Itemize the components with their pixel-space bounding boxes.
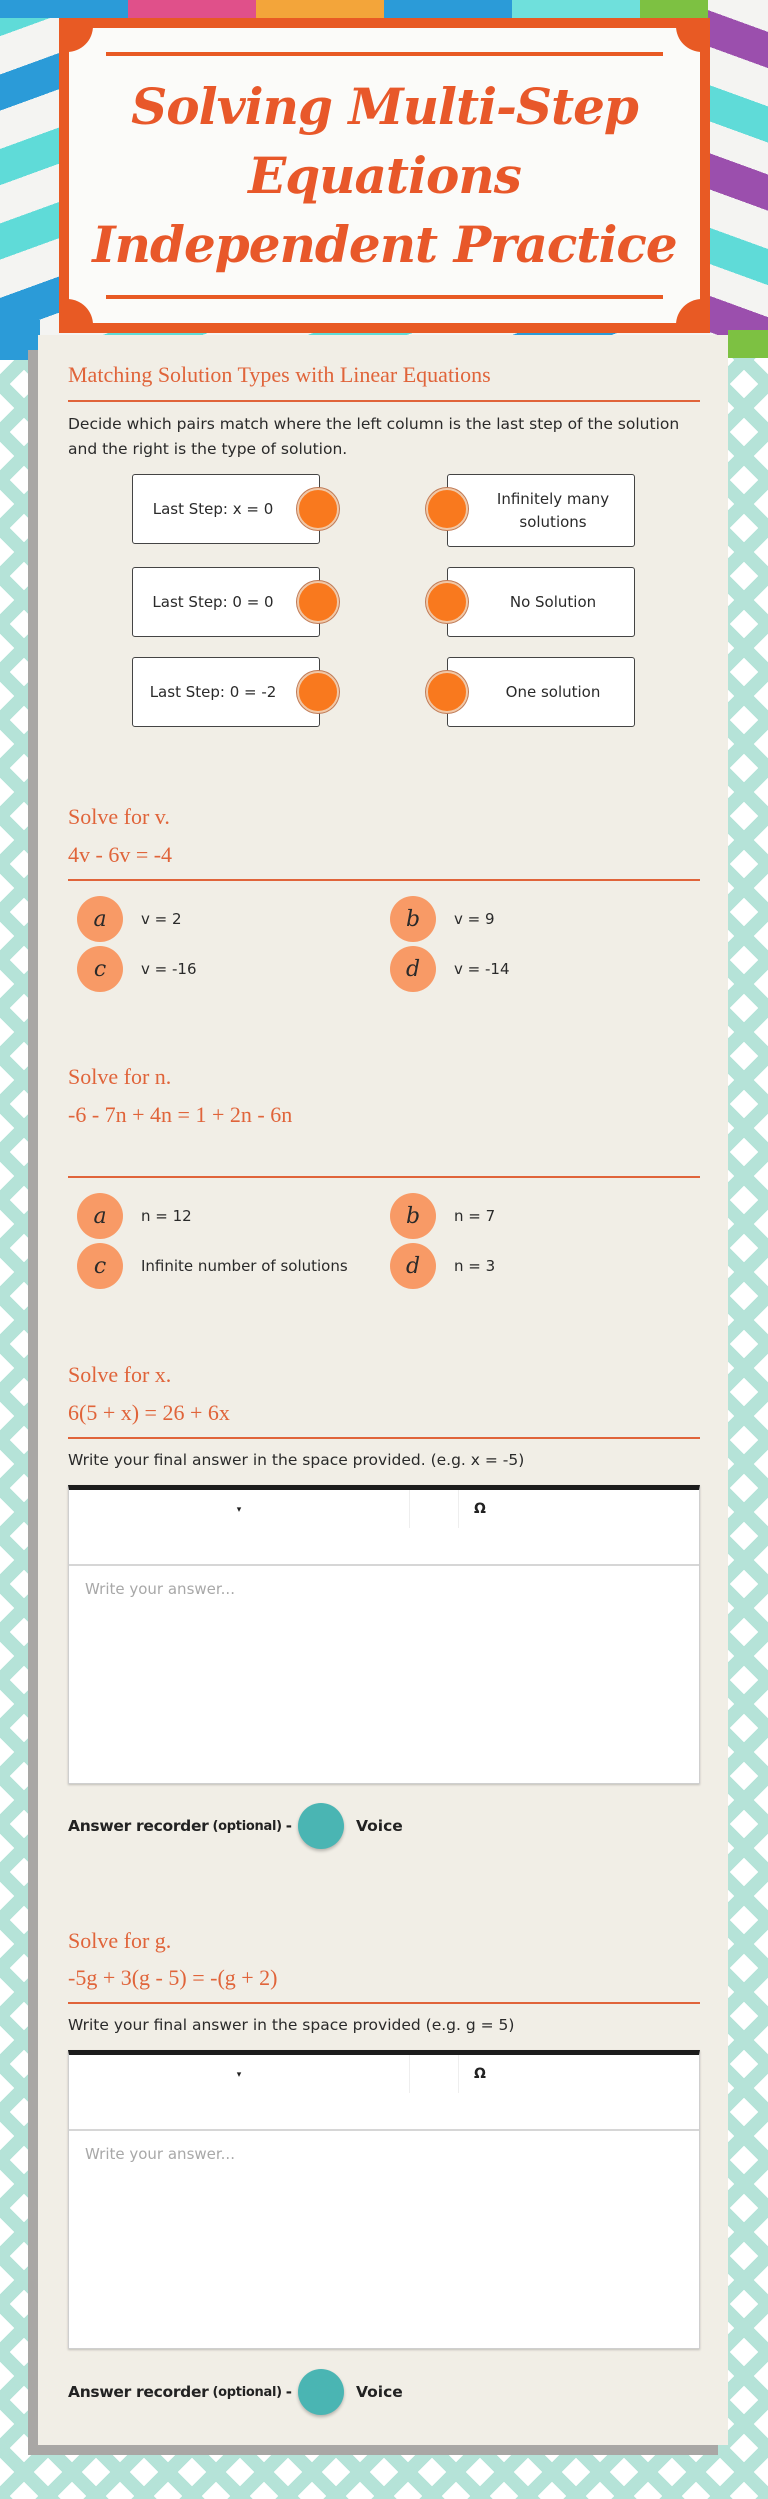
match-connector-dot[interactable]: [297, 488, 339, 530]
answer-instructions: Write your final answer in the space provided (e.g. g = 5): [68, 2016, 515, 2034]
answer-placeholder: Write your answer...: [85, 1580, 235, 1598]
option-label: v = 9: [454, 910, 495, 928]
voice-label: Voice: [355, 2383, 403, 2401]
match-right-label: Infinitely many solutions: [496, 489, 610, 531]
question-prompt: Solve for x.: [68, 1362, 172, 1387]
question-equation: -6 - 7n + 4n = 1 + 2n - 6n: [68, 1102, 293, 1127]
section-divider: [68, 1437, 700, 1439]
match-left-label: Last Step: 0 = -2: [149, 682, 277, 701]
editor-toolbar: [69, 1490, 699, 1566]
option-c[interactable]: [77, 1243, 348, 1289]
match-right-label: One solution: [505, 682, 601, 701]
record-voice-button[interactable]: [298, 2369, 344, 2415]
recorder-optional: (optional): [212, 2384, 282, 2400]
recorder-dash: -: [285, 1817, 292, 1835]
section-divider: [68, 400, 700, 402]
match-right-item[interactable]: [447, 474, 635, 547]
section-divider: [68, 879, 700, 881]
option-letter-badge: b: [390, 1193, 436, 1239]
option-label: Infinite number of solutions: [141, 1257, 348, 1275]
option-label: n = 3: [454, 1257, 496, 1275]
banner-stripe: [728, 330, 768, 358]
option-letter-badge: d: [390, 946, 436, 992]
option-b[interactable]: [390, 896, 495, 942]
answer-editor: [68, 1485, 700, 1784]
match-connector-dot[interactable]: [297, 581, 339, 623]
banner-stripes-right: [708, 0, 768, 350]
title-rule: [106, 295, 663, 299]
matching-title: Matching Solution Types with Linear Equations: [68, 362, 491, 387]
match-right-item[interactable]: [447, 567, 635, 637]
option-a[interactable]: [77, 1193, 192, 1239]
special-characters-icon[interactable]: Ω: [474, 1501, 486, 1517]
toolbar-separator: [458, 1490, 459, 1528]
match-right-label: No Solution: [509, 592, 597, 611]
option-d[interactable]: [390, 1243, 495, 1289]
banner-stripe: [384, 0, 512, 18]
option-letter-badge: d: [390, 1243, 436, 1289]
title-card-corner: [676, 299, 702, 325]
answer-textarea[interactable]: [69, 2131, 699, 2348]
banner-stripe: [512, 0, 640, 18]
chevron-down-icon: ▾: [236, 2068, 242, 2079]
question-equation: 6(5 + x) = 26 + 6x: [68, 1400, 230, 1425]
answer-recorder: [68, 2369, 403, 2415]
match-connector-dot[interactable]: [297, 671, 339, 713]
title-card-corner: [67, 26, 93, 52]
question-prompt: Solve for n.: [68, 1064, 172, 1089]
answer-recorder: [68, 1803, 403, 1849]
answer-editor: [68, 2050, 700, 2349]
voice-label: Voice: [355, 1817, 403, 1835]
title-card-corner: [676, 26, 702, 52]
toolbar-separator: [409, 1490, 410, 1528]
chevron-down-icon: ▾: [236, 1503, 242, 1514]
match-left-label: Last Step: x = 0: [152, 499, 274, 518]
option-a[interactable]: [77, 896, 182, 942]
match-left-label: Last Step: 0 = 0: [152, 592, 274, 611]
format-dropdown[interactable]: [69, 1490, 409, 1528]
match-connector-dot[interactable]: [426, 488, 468, 530]
recorder-label: Answer recorder: [68, 1817, 209, 1835]
recorder-label: Answer recorder: [68, 2383, 209, 2401]
answer-placeholder: Write your answer...: [85, 2145, 235, 2163]
toolbar-separator: [458, 2055, 459, 2093]
option-letter-badge: c: [77, 1243, 123, 1289]
banner-stripe: [128, 0, 256, 18]
option-label: v = 2: [141, 910, 182, 928]
banner-stripe: [256, 0, 384, 18]
option-label: v = -14: [454, 960, 510, 978]
option-label: v = -16: [141, 960, 197, 978]
option-d[interactable]: [390, 946, 509, 992]
match-left-item[interactable]: [132, 474, 320, 544]
option-label: n = 12: [141, 1207, 192, 1225]
title-rule: [106, 52, 663, 56]
answer-textarea[interactable]: [69, 1566, 699, 1783]
page-title-line: Equations: [248, 146, 521, 205]
special-characters-icon[interactable]: Ω: [474, 2066, 486, 2082]
match-left-item[interactable]: [132, 657, 320, 727]
option-c[interactable]: [77, 946, 196, 992]
option-b[interactable]: [390, 1193, 495, 1239]
editor-toolbar: [69, 2055, 699, 2131]
title-card-corner: [67, 299, 93, 325]
recorder-optional: (optional): [212, 1818, 282, 1834]
recorder-dash: -: [285, 2383, 292, 2401]
question-equation: 4v - 6v = -4: [68, 842, 173, 867]
banner-stripe: [0, 0, 128, 18]
option-letter-badge: c: [77, 946, 123, 992]
option-letter-badge: b: [390, 896, 436, 942]
match-connector-dot[interactable]: [426, 581, 468, 623]
option-letter-badge: a: [77, 1193, 123, 1239]
section-divider: [68, 1176, 700, 1178]
match-connector-dot[interactable]: [426, 671, 468, 713]
question-prompt: Solve for g.: [68, 1928, 172, 1953]
option-label: n = 7: [454, 1207, 496, 1225]
match-right-item[interactable]: [447, 657, 635, 727]
toolbar-separator: [409, 2055, 410, 2093]
page-title-line: Independent Practice: [92, 215, 677, 274]
question-equation: -5g + 3(g - 5) = -(g + 2): [68, 1965, 278, 1990]
title-card: [59, 18, 710, 333]
format-dropdown[interactable]: [69, 2055, 409, 2093]
question-prompt: Solve for v.: [68, 804, 170, 829]
page-title-line: Solving Multi-Step: [131, 77, 638, 136]
option-letter-badge: a: [77, 896, 123, 942]
match-left-item[interactable]: [132, 567, 320, 637]
record-voice-button[interactable]: [298, 1803, 344, 1849]
answer-instructions: Write your final answer in the space provided. (e.g. x = -5): [68, 1451, 525, 1469]
matching-instructions: Decide which pairs match where the left column is the last step of the solution and the right is the type of solution.: [68, 415, 680, 458]
section-divider: [68, 2002, 700, 2004]
